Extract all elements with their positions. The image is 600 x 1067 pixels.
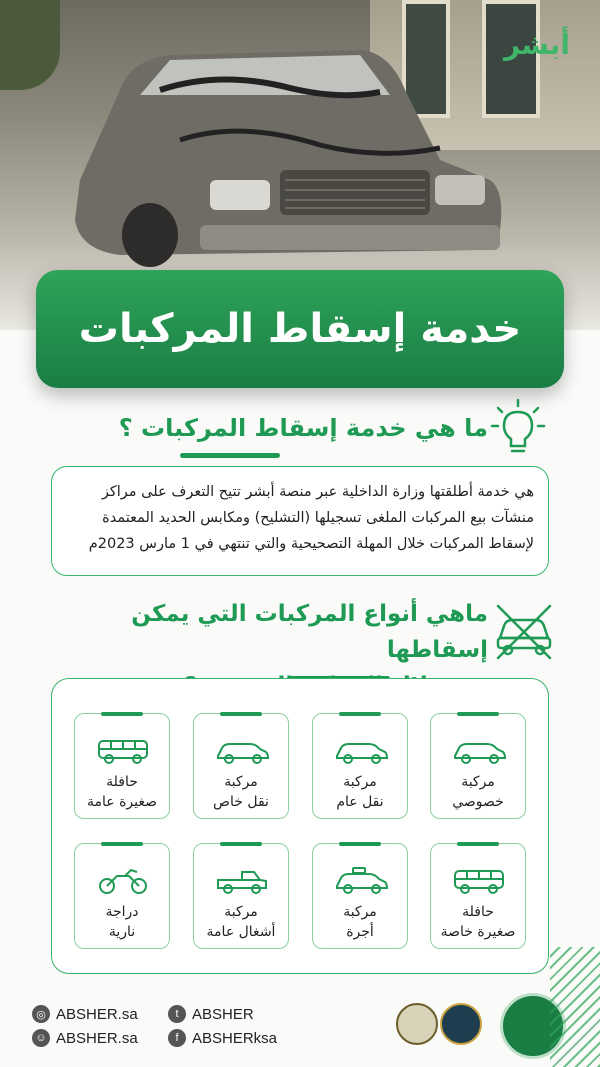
globe-icon: ◎ — [32, 1005, 50, 1023]
vehicle-tile-public-minibus — [74, 713, 170, 819]
question-heading: ما هي خدمة إسقاط المركبات ؟ — [118, 414, 488, 442]
vehicle-tile-taxi — [312, 843, 408, 949]
tile-label-line1: مركبة — [224, 904, 258, 920]
title-banner — [36, 270, 564, 388]
vehicle-types-heading-line1: ماهي أنواع المركبات التي يمكن إسقاطها — [131, 601, 488, 663]
tile-label-line1: مركبة — [224, 774, 258, 790]
vehicle-tile-motorcycle — [74, 843, 170, 949]
tile-label-line1: مركبة — [461, 774, 495, 790]
page-title: خدمة إسقاط المركبات — [78, 306, 522, 352]
vehicle-types-grid — [51, 678, 549, 974]
tile-label-line2: أشغال عامة — [206, 924, 276, 940]
footer — [0, 985, 600, 1067]
decorative-pattern — [550, 947, 600, 1067]
tree — [0, 0, 60, 90]
vehicle-tile-private-car — [430, 713, 526, 819]
tile-label-line1: حافلة — [462, 904, 494, 920]
facebook-icon: f — [168, 1029, 186, 1047]
tile-label — [313, 902, 407, 942]
footer-link-facebook[interactable] — [168, 1029, 277, 1047]
tile-label — [75, 902, 169, 942]
heading-underline — [180, 453, 280, 458]
tile-label — [313, 772, 407, 812]
footer-link-text: ABSHER.sa — [56, 1005, 138, 1023]
abandoned-car-image — [60, 30, 520, 270]
pickup-icon — [214, 866, 270, 896]
sedan-icon — [214, 736, 270, 766]
answer-text: هي خدمة أطلقتها وزارة الداخلية عبر منصة أبشر تتيح التعرف على مراكز منشآت بيع المركبات الملغى تسجيلها (التشليح) ومكابس الحديد المعتمدة لإسقاط المركبات خلال المهلة التصحيحية والتي تنتهي في 1 مارس 2023م — [88, 484, 534, 552]
tile-label-line2: أجرة — [346, 924, 374, 940]
no-car-icon — [492, 600, 556, 660]
lightbulb-icon — [490, 398, 546, 458]
tile-label-line1: حافلة — [106, 774, 138, 790]
tile-label-line1: مركبة — [343, 774, 377, 790]
sedan-icon — [451, 736, 507, 766]
agency-emblem-1 — [396, 1003, 438, 1045]
footer-link-text: ABSHER.sa — [56, 1029, 138, 1047]
tile-label — [431, 772, 525, 812]
sedan-icon — [333, 736, 389, 766]
vehicle-tile-private-transport — [193, 713, 289, 819]
tile-label-line1: دراجة — [105, 904, 139, 920]
answer-box — [51, 466, 549, 576]
footer-link-text: ABSHER — [192, 1005, 254, 1023]
tile-label-line2: خصوصي — [452, 794, 504, 810]
tile-label-line2: نارية — [108, 924, 136, 940]
vehicle-tile-private-minibus — [430, 843, 526, 949]
tile-label-line2: نقل خاص — [213, 794, 269, 810]
footer-link-twitter[interactable] — [168, 1005, 254, 1023]
tile-label — [431, 902, 525, 942]
tile-label-line2: نقل عام — [336, 794, 384, 810]
motorcycle-icon — [95, 866, 151, 896]
bus-icon — [451, 866, 507, 896]
footer-link-snapchat[interactable] — [32, 1029, 138, 1047]
tile-label-line2: صغيرة عامة — [87, 794, 157, 810]
vehicle-tile-public-transport — [312, 713, 408, 819]
twitter-icon: t — [168, 1005, 186, 1023]
tile-label — [194, 902, 288, 942]
tile-label-line1: مركبة — [343, 904, 377, 920]
footer-link-text: ABSHERksa — [192, 1029, 278, 1047]
footer-link-website[interactable] — [32, 1005, 138, 1023]
taxi-icon — [333, 866, 389, 896]
absher-logo: أبشر — [503, 28, 570, 61]
tile-label — [194, 772, 288, 812]
tile-label-line2: صغيرة خاصة — [440, 924, 516, 940]
bus-icon — [95, 736, 151, 766]
snapchat-icon: ☺ — [32, 1029, 50, 1047]
agency-emblem-2 — [440, 1003, 482, 1045]
vehicle-tile-public-works — [193, 843, 289, 949]
tile-label — [75, 772, 169, 812]
